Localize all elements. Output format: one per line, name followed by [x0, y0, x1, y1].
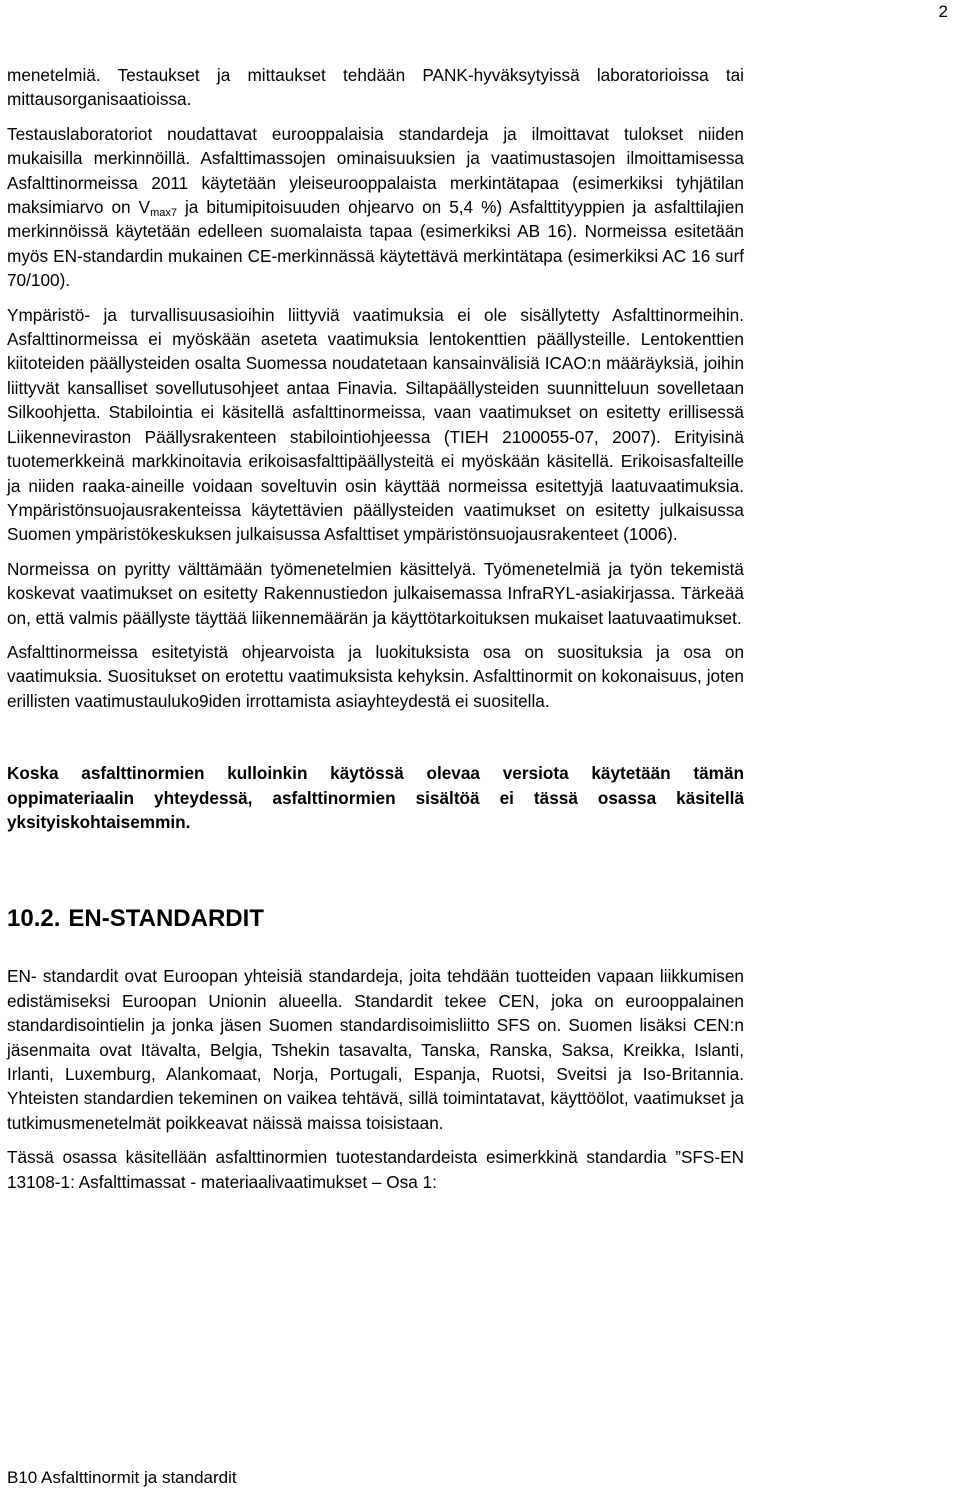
- paragraph: menetelmiä. Testaukset ja mittaukset tehdään PANK-hyväksytyissä laboratorioissa tai mittausorganisaatioissa.: [7, 65, 744, 110]
- paragraph: Asfalttinormeissa esitetyistä ohjearvoista ja luokituksista osa on suosituksia ja osa on vaatimuksia. Suositukset on erotettu vaatimuksista kehyksin. Asfalttinormit on kokonaisuus, joten erillisten vaatimustauluko9iden irrottamista asiayhteydestä ei suositella.: [7, 641, 744, 711]
- page-footer: B10 Asfalttinormit ja standardit: [7, 1468, 237, 1487]
- paragraph: Normeissa on pyritty välttämään työmenetelmien käsittelyä. Työmenetelmiä ja työn tekemistä koskevat vaatimukset on esitetty Rakennustiedon julkaisemassa InfraRYL-asiakirjassa. Tärkeää on, että valmis päällyste täyttää liikennemäärän ja käyttötarkoituksen mukaiset laatuvaatimukset.: [7, 558, 744, 628]
- subscript-max7: max7: [150, 207, 177, 220]
- section-heading: [7, 904, 744, 934]
- paragraph-text: Testauslaboratoriot noudattavat eurooppalaisia standardeja ja ilmoittavat tulokset niiden mukaisilla merkinnöillä. Asfalttimassojen ominaisuuksien ja vaatimustasojen ilmoittamisessa Asfalttinormeissa 2011 käytetään yleiseurooppalaista merkintätapaa (esimerkiksi tyhjätilan maksimiarvo on V: [7, 123, 744, 218]
- section-number: 10.2.: [7, 905, 61, 933]
- paragraph: EN- standardit ovat Euroopan yhteisiä standardeja, joita tehdään tuotteiden vapaan liikkumisen edistämiseksi Euroopan Unionin alueella. Standardit tekee CEN, joka on eurooppalainen standardisointielin ja jonka jäsen Suomen standardisoimisliitto SFS on. Suomen lisäksi CEN:n jäsenmaita ovat Itävalta, Belgia, Tshekin tasavalta, Tanska, Ranska, Saksa, Kreikka, Islanti, Irlanti, Luxemburg, Alankomaat, Norja, Portugali, Espanja, Ruotsi, Sveitsi ja Iso-Britannia. Yhteisten standardien tekeminen on vaikea tehtävä, sillä toimintatavat, käyttöölot, vaatimukset ja tutkimusmenetelmät poikkeavat näissä maissa toisistaan.: [7, 966, 744, 1133]
- paragraph: Ympäristö- ja turvallisuusasioihin liittyviä vaatimuksia ei ole sisällytetty Asfalttinormeihin. Asfalttinormeissa ei myöskään aseteta vaatimuksia lentokenttien päällysteille. Lentokenttien kiitoteiden päällysteiden osalta Suomessa noudatetaan kansainvälisiä ICAO:n määräyksiä, joihin liittyvät kansalliset sovellutusohjeet antaa Finavia. Siltapäällysteiden suunnitteluun sovelletaan Silkoohjetta. Stabilointia ei käsitellä asfalttinormeissa, vaan vaatimukset on esitetty erillisessä Liikenneviraston Päällysrakenteen stabilointiohjeessa (TIEH 2100055-07, 2007). Erityisinä tuotemerkkeinä markkinoitavia erikoisasfalttipäällysteitä ei myöskään käsitellä. Erikoisasfalteille ja niiden raaka-aineille voidaan soveltuvin osin käyttää normeissa esitettyjä laatuvaatimuksia. Ympäristönsuojausrakenteissa käytettävien päällysteiden vaatimukset on esitetty julkaisussa Suomen ympäristökeskuksen julkaisussa Asfalttiset ympäristönsuojausrakenteet (1006).: [7, 304, 744, 545]
- paragraph: Tässä osassa käsitellään asfalttinormien tuotestandardeista esimerkkinä standardia ”SFS-EN 13108-1: Asfalttimassat - materiaalivaatimukset – Osa 1:: [7, 1147, 744, 1192]
- bold-note: Koska asfalttinormien kulloinkin käytössä olevaa versiota käytetään tämän oppimateriaalin yhteydessä, asfalttinormien sisältöä ei tässä osassa käsitellä yksityiskohtaisemmin.: [7, 763, 744, 832]
- paragraph-text: ja bitumipitoisuuden ohjearvo on 5,4 %) Asfalttityyppien ja asfalttilajien merkinnöissä käytetään edelleen suomalaista tapaa (esimerkiksi AB 16). Normeissa esitetään myös EN-standardin mukainen CE-merkinnässä käytettävä merkintätapa (esimerkiksi AC 16 surf 70/100).: [7, 197, 744, 291]
- paragraph-with-subscript: [7, 122, 744, 293]
- section-title: EN-STANDARDIT: [68, 905, 264, 933]
- page-number: 2: [938, 2, 948, 21]
- document-body: [7, 63, 744, 1194]
